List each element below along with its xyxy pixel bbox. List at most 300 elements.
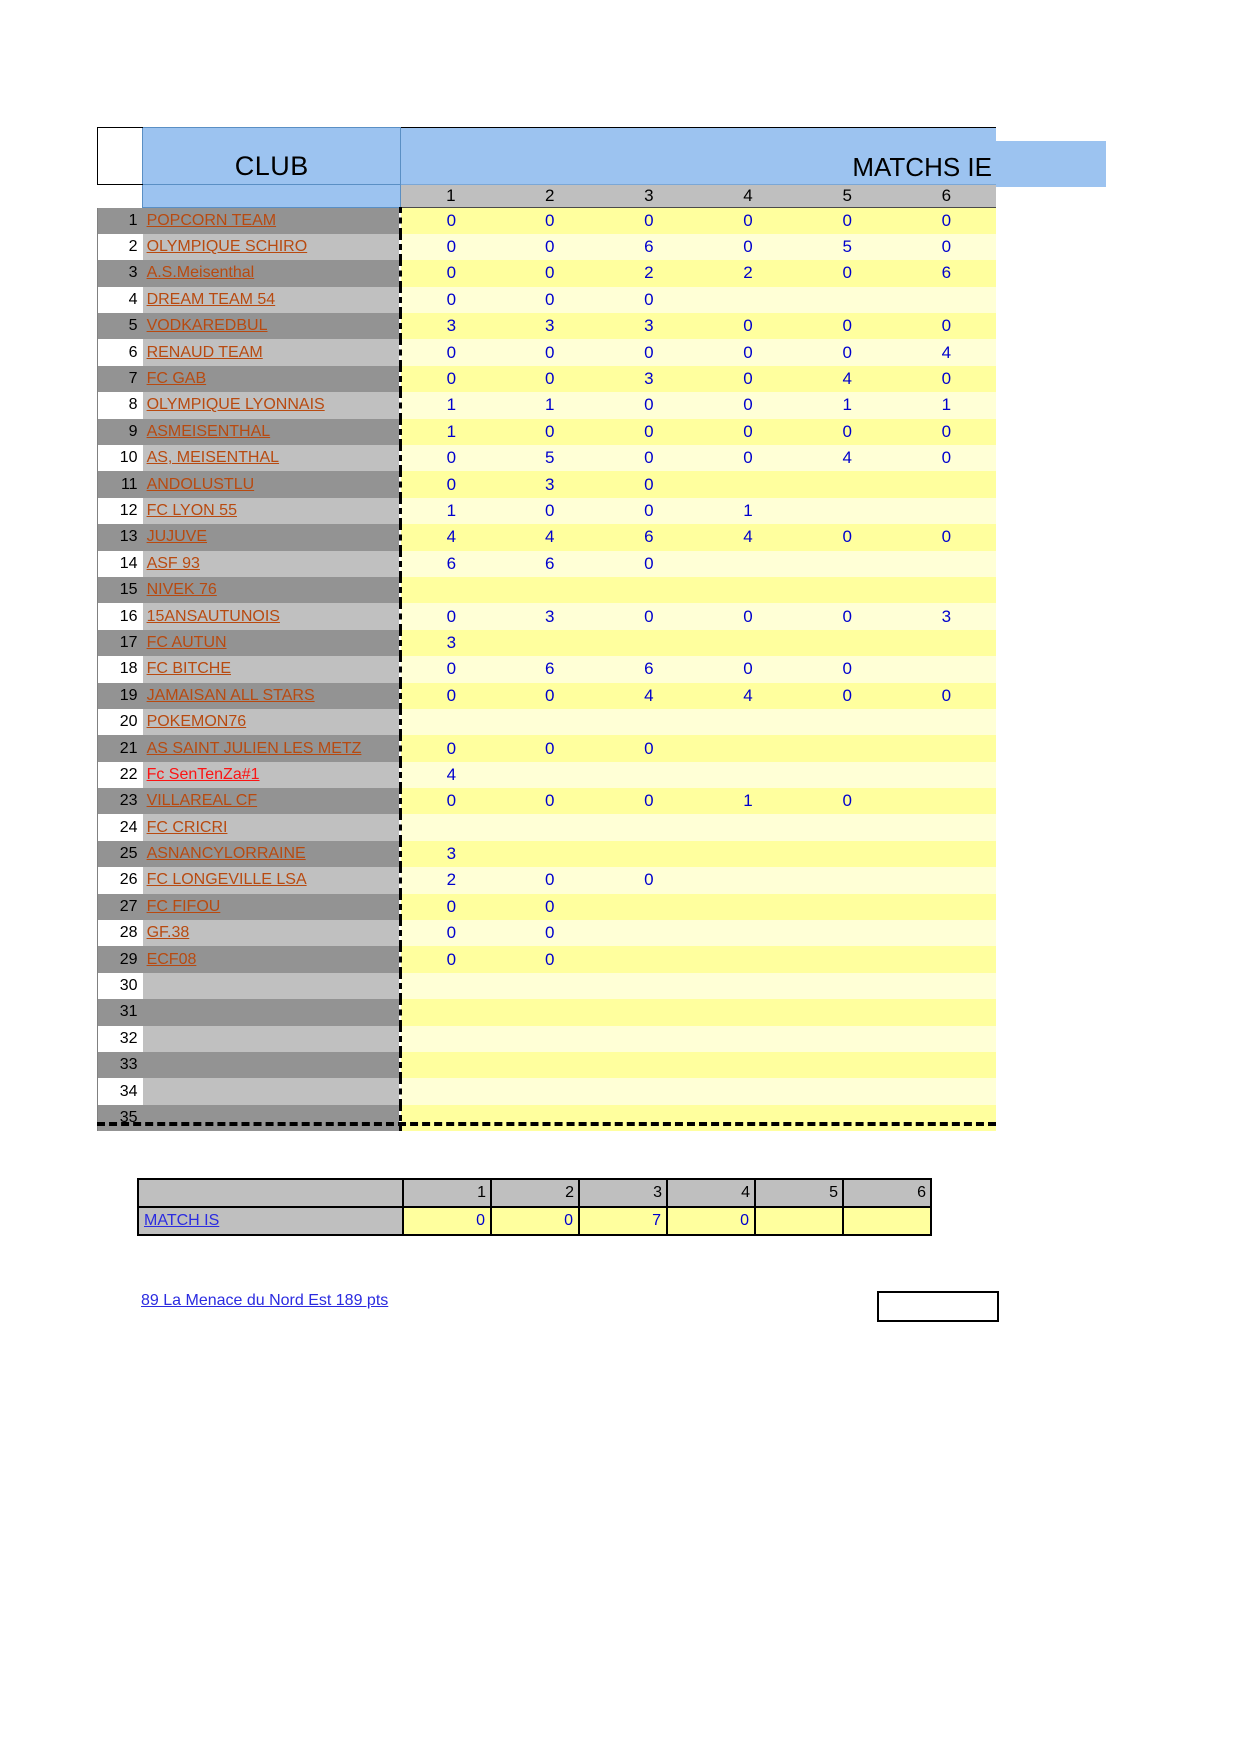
table-row xyxy=(98,630,997,656)
match-value-cell[interactable] xyxy=(897,920,996,946)
match-value-cell[interactable]: 1 xyxy=(401,498,500,524)
match-value-cell[interactable]: 4 xyxy=(897,339,996,365)
summary-value-3[interactable]: 7 xyxy=(579,1207,667,1235)
match-value-cell[interactable]: 0 xyxy=(500,498,599,524)
match-value-cell[interactable] xyxy=(599,577,698,603)
header-matchs-label: MATCHS IE xyxy=(401,128,996,185)
column-header-3[interactable]: 3 xyxy=(599,185,698,208)
match-value-cell[interactable] xyxy=(897,498,996,524)
match-value-cell[interactable]: 0 xyxy=(698,339,797,365)
match-value-cell[interactable] xyxy=(599,894,698,920)
match-value-cell[interactable] xyxy=(798,999,897,1025)
match-value-cell[interactable] xyxy=(798,287,897,313)
club-name-cell[interactable]: 15ANSAUTUNOIS xyxy=(143,603,401,629)
column-header-6[interactable]: 6 xyxy=(897,185,996,208)
match-value-cell[interactable] xyxy=(599,946,698,972)
match-value-cell[interactable]: 0 xyxy=(599,471,698,497)
match-value-cell[interactable] xyxy=(500,709,599,735)
club-name-cell[interactable]: OLYMPIQUE SCHIRO xyxy=(143,234,401,260)
row-index: 18 xyxy=(98,656,143,682)
match-value-cell[interactable] xyxy=(798,841,897,867)
match-value-cell[interactable]: 0 xyxy=(599,287,698,313)
club-name-cell[interactable]: FC AUTUN xyxy=(143,630,401,656)
match-value-cell[interactable]: 0 xyxy=(798,208,897,234)
header-club-label: CLUB xyxy=(143,128,401,185)
match-value-cell[interactable] xyxy=(698,287,797,313)
club-name-cell[interactable]: Fc SenTenZa#1 xyxy=(143,762,401,788)
match-value-cell[interactable]: 0 xyxy=(599,339,698,365)
match-value-cell[interactable] xyxy=(798,814,897,840)
match-value-cell[interactable]: 0 xyxy=(401,656,500,682)
match-value-cell[interactable] xyxy=(698,471,797,497)
match-value-cell[interactable]: 1 xyxy=(500,392,599,418)
match-value-cell[interactable]: 0 xyxy=(599,867,698,893)
table-header xyxy=(98,128,997,208)
match-value-cell[interactable]: 4 xyxy=(599,683,698,709)
match-value-cell[interactable] xyxy=(500,630,599,656)
match-value-cell[interactable]: 3 xyxy=(401,630,500,656)
match-value-cell[interactable] xyxy=(897,1105,996,1131)
match-value-cell[interactable] xyxy=(401,1052,500,1078)
match-value-cell[interactable]: 0 xyxy=(401,445,500,471)
match-value-cell[interactable] xyxy=(698,841,797,867)
summary-corner-cell xyxy=(138,1179,403,1207)
classement-sheet xyxy=(97,127,996,1131)
match-value-cell[interactable]: 0 xyxy=(599,788,698,814)
match-value-cell[interactable]: 6 xyxy=(599,656,698,682)
match-value-cell[interactable]: 0 xyxy=(401,683,500,709)
club-name-cell[interactable] xyxy=(143,1105,401,1131)
match-value-cell[interactable] xyxy=(798,630,897,656)
match-value-cell[interactable]: 0 xyxy=(401,603,500,629)
match-value-cell[interactable] xyxy=(897,814,996,840)
match-value-cell[interactable]: 0 xyxy=(798,419,897,445)
column-header-5[interactable]: 5 xyxy=(798,185,897,208)
club-name-cell[interactable]: FC CRICRI xyxy=(143,814,401,840)
match-value-cell[interactable]: 0 xyxy=(698,603,797,629)
summary-col-header-3: 3 xyxy=(579,1179,667,1207)
column-header-2[interactable]: 2 xyxy=(500,185,599,208)
match-value-cell[interactable] xyxy=(798,946,897,972)
match-value-cell[interactable] xyxy=(897,656,996,682)
table-row xyxy=(98,445,997,471)
match-value-cell[interactable]: 0 xyxy=(698,234,797,260)
club-name-cell[interactable]: VODKAREDBUL xyxy=(143,313,401,339)
match-value-cell[interactable]: 0 xyxy=(500,946,599,972)
match-value-cell[interactable] xyxy=(500,999,599,1025)
match-value-cell[interactable] xyxy=(500,762,599,788)
match-value-cell[interactable]: 6 xyxy=(500,656,599,682)
match-value-cell[interactable] xyxy=(798,498,897,524)
match-value-cell[interactable]: 0 xyxy=(698,445,797,471)
match-value-cell[interactable] xyxy=(897,841,996,867)
match-value-cell[interactable]: 0 xyxy=(500,208,599,234)
summary-value-2[interactable]: 0 xyxy=(491,1207,579,1235)
club-name-cell[interactable]: ASF 93 xyxy=(143,551,401,577)
match-value-cell[interactable] xyxy=(897,471,996,497)
row-index: 33 xyxy=(98,1052,143,1078)
match-value-cell[interactable] xyxy=(698,946,797,972)
match-value-cell[interactable]: 1 xyxy=(698,498,797,524)
table-row xyxy=(98,287,997,313)
club-name-cell[interactable]: POKEMON76 xyxy=(143,709,401,735)
club-name-cell[interactable]: FC LYON 55 xyxy=(143,498,401,524)
match-value-cell[interactable] xyxy=(897,946,996,972)
match-value-cell[interactable] xyxy=(500,1078,599,1104)
match-value-cell[interactable] xyxy=(401,577,500,603)
club-name-cell[interactable]: ASMEISENTHAL xyxy=(143,419,401,445)
match-value-cell[interactable] xyxy=(897,1052,996,1078)
match-value-cell[interactable] xyxy=(401,999,500,1025)
match-value-cell[interactable] xyxy=(698,551,797,577)
match-value-cell[interactable]: 0 xyxy=(500,260,599,286)
match-value-cell[interactable] xyxy=(401,709,500,735)
match-value-cell[interactable]: 0 xyxy=(698,208,797,234)
match-value-cell[interactable]: 0 xyxy=(798,788,897,814)
match-value-cell[interactable] xyxy=(698,1026,797,1052)
match-value-cell[interactable] xyxy=(698,1052,797,1078)
match-value-cell[interactable] xyxy=(798,551,897,577)
match-value-cell[interactable] xyxy=(798,973,897,999)
row-index: 17 xyxy=(98,630,143,656)
club-name-cell[interactable] xyxy=(143,1078,401,1104)
summary-col-header-6: 6 xyxy=(843,1179,931,1207)
match-value-cell[interactable]: 2 xyxy=(401,867,500,893)
match-value-cell[interactable] xyxy=(698,814,797,840)
match-value-cell[interactable] xyxy=(897,788,996,814)
match-value-cell[interactable]: 0 xyxy=(401,920,500,946)
match-value-cell[interactable] xyxy=(798,867,897,893)
row-index: 12 xyxy=(98,498,143,524)
row-index: 27 xyxy=(98,894,143,920)
club-name-cell[interactable]: FC LONGEVILLE LSA xyxy=(143,867,401,893)
match-value-cell[interactable] xyxy=(897,735,996,761)
match-value-cell[interactable]: 1 xyxy=(897,392,996,418)
match-value-cell[interactable] xyxy=(798,920,897,946)
match-value-cell[interactable] xyxy=(698,920,797,946)
classement-table xyxy=(97,127,996,1131)
match-value-cell[interactable] xyxy=(897,287,996,313)
match-value-cell[interactable] xyxy=(897,894,996,920)
match-value-cell[interactable]: 0 xyxy=(401,788,500,814)
match-value-cell[interactable]: 0 xyxy=(798,524,897,550)
match-value-cell[interactable]: 0 xyxy=(599,208,698,234)
club-name-cell[interactable]: JAMAISAN ALL STARS xyxy=(143,683,401,709)
match-value-cell[interactable]: 3 xyxy=(599,313,698,339)
match-value-cell[interactable]: 0 xyxy=(500,234,599,260)
match-value-cell[interactable]: 5 xyxy=(798,234,897,260)
match-value-cell[interactable]: 0 xyxy=(897,234,996,260)
match-value-cell[interactable]: 0 xyxy=(897,683,996,709)
match-value-cell[interactable] xyxy=(500,973,599,999)
match-value-cell[interactable] xyxy=(798,762,897,788)
row-index: 19 xyxy=(98,683,143,709)
column-header-4[interactable]: 4 xyxy=(698,185,797,208)
match-value-cell[interactable]: 0 xyxy=(698,656,797,682)
match-value-cell[interactable] xyxy=(698,894,797,920)
match-value-cell[interactable]: 0 xyxy=(798,683,897,709)
match-value-cell[interactable] xyxy=(599,814,698,840)
match-value-cell[interactable] xyxy=(698,867,797,893)
match-value-cell[interactable]: 0 xyxy=(698,392,797,418)
row-index: 30 xyxy=(98,973,143,999)
match-value-cell[interactable]: 0 xyxy=(798,656,897,682)
row-index: 22 xyxy=(98,762,143,788)
summary-header-row xyxy=(138,1179,931,1207)
match-value-cell[interactable]: 3 xyxy=(897,603,996,629)
table-row xyxy=(98,260,997,286)
match-value-cell[interactable]: 5 xyxy=(500,445,599,471)
table-row xyxy=(98,1026,997,1052)
match-value-cell[interactable]: 4 xyxy=(401,762,500,788)
match-value-cell[interactable]: 2 xyxy=(698,260,797,286)
match-value-cell[interactable]: 0 xyxy=(897,208,996,234)
match-value-cell[interactable] xyxy=(500,1052,599,1078)
row-index: 21 xyxy=(98,735,143,761)
match-value-cell[interactable]: 0 xyxy=(401,735,500,761)
match-value-cell[interactable]: 0 xyxy=(401,946,500,972)
match-value-cell[interactable] xyxy=(500,814,599,840)
match-value-cell[interactable] xyxy=(599,762,698,788)
match-value-cell[interactable] xyxy=(401,814,500,840)
summary-value-1[interactable]: 0 xyxy=(403,1207,491,1235)
club-name-cell[interactable]: ASNANCYLORRAINE xyxy=(143,841,401,867)
match-value-cell[interactable]: 0 xyxy=(401,234,500,260)
match-value-cell[interactable] xyxy=(401,1078,500,1104)
matchs-banner-overflow xyxy=(996,141,1106,187)
match-value-cell[interactable] xyxy=(599,1052,698,1078)
match-value-cell[interactable] xyxy=(897,577,996,603)
match-value-cell[interactable] xyxy=(698,1078,797,1104)
club-name-cell[interactable] xyxy=(143,999,401,1025)
match-value-cell[interactable] xyxy=(401,1026,500,1052)
match-value-cell[interactable] xyxy=(599,920,698,946)
match-value-cell[interactable]: 0 xyxy=(401,287,500,313)
match-value-cell[interactable]: 0 xyxy=(599,551,698,577)
club-name-cell[interactable] xyxy=(143,1026,401,1052)
match-value-cell[interactable]: 1 xyxy=(401,419,500,445)
match-value-cell[interactable] xyxy=(798,577,897,603)
match-value-cell[interactable]: 0 xyxy=(798,339,897,365)
match-value-cell[interactable]: 6 xyxy=(599,524,698,550)
club-name-cell[interactable]: FC FIFOU xyxy=(143,894,401,920)
club-name-cell[interactable]: DREAM TEAM 54 xyxy=(143,287,401,313)
table-row xyxy=(98,234,997,260)
match-value-cell[interactable]: 0 xyxy=(500,788,599,814)
match-value-cell[interactable] xyxy=(897,630,996,656)
match-value-cell[interactable]: 0 xyxy=(401,894,500,920)
club-name-cell[interactable] xyxy=(143,973,401,999)
match-value-cell[interactable] xyxy=(798,1052,897,1078)
match-value-cell[interactable]: 3 xyxy=(401,313,500,339)
match-value-cell[interactable]: 1 xyxy=(698,788,797,814)
match-value-cell[interactable]: 4 xyxy=(401,524,500,550)
match-value-cell[interactable]: 0 xyxy=(599,603,698,629)
match-value-cell[interactable]: 0 xyxy=(401,260,500,286)
match-value-cell[interactable]: 0 xyxy=(698,366,797,392)
row-index: 32 xyxy=(98,1026,143,1052)
match-value-cell[interactable] xyxy=(798,471,897,497)
club-name-cell[interactable]: ANDOLUSTLU xyxy=(143,471,401,497)
club-name-cell[interactable]: FC GAB xyxy=(143,366,401,392)
match-value-cell[interactable]: 0 xyxy=(599,419,698,445)
match-value-cell[interactable]: 0 xyxy=(500,287,599,313)
club-name-cell[interactable]: A.S.Meisenthal xyxy=(143,260,401,286)
match-value-cell[interactable]: 0 xyxy=(500,920,599,946)
match-value-cell[interactable] xyxy=(897,973,996,999)
table-row xyxy=(98,867,997,893)
match-value-cell[interactable]: 0 xyxy=(500,867,599,893)
match-value-cell[interactable]: 0 xyxy=(798,313,897,339)
match-value-cell[interactable] xyxy=(698,577,797,603)
header-column-numbers xyxy=(98,185,997,208)
match-value-cell[interactable]: 3 xyxy=(500,471,599,497)
match-value-cell[interactable] xyxy=(698,735,797,761)
match-value-cell[interactable]: 0 xyxy=(500,339,599,365)
match-value-cell[interactable] xyxy=(897,1026,996,1052)
match-value-cell[interactable]: 0 xyxy=(897,313,996,339)
match-value-cell[interactable]: 1 xyxy=(798,392,897,418)
club-name-cell[interactable]: NIVEK 76 xyxy=(143,577,401,603)
match-value-cell[interactable] xyxy=(698,973,797,999)
column-header-1[interactable]: 1 xyxy=(401,185,500,208)
match-value-cell[interactable] xyxy=(798,894,897,920)
match-value-cell[interactable] xyxy=(500,1026,599,1052)
match-value-cell[interactable]: 0 xyxy=(401,339,500,365)
match-value-cell[interactable]: 6 xyxy=(897,260,996,286)
match-value-cell[interactable] xyxy=(599,1026,698,1052)
table-body xyxy=(98,208,997,1132)
match-value-cell[interactable]: 4 xyxy=(500,524,599,550)
club-name-cell[interactable]: AS, MEISENTHAL xyxy=(143,445,401,471)
match-value-cell[interactable] xyxy=(698,709,797,735)
match-value-cell[interactable]: 6 xyxy=(500,551,599,577)
match-value-cell[interactable] xyxy=(698,1105,797,1131)
club-name-cell[interactable]: RENAUD TEAM xyxy=(143,339,401,365)
match-value-cell[interactable]: 0 xyxy=(500,366,599,392)
match-value-cell[interactable] xyxy=(897,709,996,735)
match-value-cell[interactable]: 0 xyxy=(500,894,599,920)
match-value-cell[interactable] xyxy=(500,841,599,867)
match-value-cell[interactable]: 3 xyxy=(401,841,500,867)
match-value-cell[interactable]: 0 xyxy=(599,498,698,524)
table-row xyxy=(98,656,997,682)
club-name-cell[interactable]: GF.38 xyxy=(143,920,401,946)
match-value-cell[interactable]: 4 xyxy=(698,524,797,550)
match-value-cell[interactable]: 0 xyxy=(500,735,599,761)
match-value-cell[interactable] xyxy=(798,1026,897,1052)
summary-value-5[interactable] xyxy=(755,1207,843,1235)
match-value-cell[interactable]: 3 xyxy=(500,313,599,339)
match-value-cell[interactable]: 3 xyxy=(599,366,698,392)
club-name-cell[interactable]: AS SAINT JULIEN LES METZ xyxy=(143,735,401,761)
match-value-cell[interactable]: 0 xyxy=(401,208,500,234)
footer-note-link[interactable]: 89 La Menace du Nord Est 189 pts xyxy=(141,1292,389,1309)
match-value-cell[interactable]: 4 xyxy=(798,366,897,392)
row-index: 23 xyxy=(98,788,143,814)
header-corner-cell xyxy=(98,128,143,185)
match-value-cell[interactable] xyxy=(401,973,500,999)
match-value-cell[interactable] xyxy=(798,1105,897,1131)
match-value-cell[interactable]: 2 xyxy=(599,260,698,286)
match-value-cell[interactable] xyxy=(798,735,897,761)
match-value-cell[interactable] xyxy=(599,1078,698,1104)
match-value-cell[interactable] xyxy=(897,551,996,577)
match-value-cell[interactable] xyxy=(698,762,797,788)
match-value-cell[interactable] xyxy=(897,999,996,1025)
match-value-cell[interactable]: 6 xyxy=(599,234,698,260)
match-value-cell[interactable] xyxy=(897,762,996,788)
match-value-cell[interactable]: 0 xyxy=(897,445,996,471)
match-value-cell[interactable] xyxy=(798,1078,897,1104)
match-value-cell[interactable]: 0 xyxy=(500,419,599,445)
club-name-cell[interactable]: FC BITCHE xyxy=(143,656,401,682)
match-value-cell[interactable]: 0 xyxy=(599,445,698,471)
match-value-cell[interactable]: 0 xyxy=(798,260,897,286)
match-value-cell[interactable] xyxy=(897,867,996,893)
match-value-cell[interactable] xyxy=(698,999,797,1025)
match-value-cell[interactable]: 0 xyxy=(698,313,797,339)
match-value-cell[interactable]: 0 xyxy=(897,419,996,445)
club-name-cell[interactable]: JUJUVE xyxy=(143,524,401,550)
match-value-cell[interactable]: 0 xyxy=(401,366,500,392)
club-name-cell[interactable] xyxy=(143,1052,401,1078)
row-index: 11 xyxy=(98,471,143,497)
club-name-cell[interactable]: OLYMPIQUE LYONNAIS xyxy=(143,392,401,418)
match-value-cell[interactable]: 0 xyxy=(798,603,897,629)
match-value-cell[interactable]: 0 xyxy=(897,524,996,550)
club-name-cell[interactable]: POPCORN TEAM xyxy=(143,208,401,234)
match-value-cell[interactable] xyxy=(798,709,897,735)
match-value-cell[interactable] xyxy=(599,630,698,656)
match-value-cell[interactable] xyxy=(698,630,797,656)
row-index: 2 xyxy=(98,234,143,260)
match-value-cell[interactable]: 0 xyxy=(897,366,996,392)
table-row xyxy=(98,1105,997,1131)
match-value-cell[interactable]: 4 xyxy=(798,445,897,471)
match-value-cell[interactable] xyxy=(500,577,599,603)
match-value-cell[interactable]: 6 xyxy=(401,551,500,577)
match-value-cell[interactable]: 0 xyxy=(599,392,698,418)
match-value-cell[interactable]: 0 xyxy=(401,471,500,497)
match-value-cell[interactable] xyxy=(401,1105,500,1131)
match-value-cell[interactable] xyxy=(599,841,698,867)
table-row xyxy=(98,762,997,788)
club-name-cell[interactable]: VILLAREAL CF xyxy=(143,788,401,814)
table-row xyxy=(98,208,997,234)
match-value-cell[interactable]: 3 xyxy=(500,603,599,629)
match-value-cell[interactable]: 0 xyxy=(698,419,797,445)
club-name-cell[interactable]: ECF08 xyxy=(143,946,401,972)
match-value-cell[interactable] xyxy=(500,1105,599,1131)
match-value-cell[interactable]: 4 xyxy=(698,683,797,709)
match-value-cell[interactable] xyxy=(599,1105,698,1131)
table-row xyxy=(98,366,997,392)
match-value-cell[interactable] xyxy=(599,973,698,999)
match-value-cell[interactable] xyxy=(599,999,698,1025)
match-value-cell[interactable]: 0 xyxy=(500,683,599,709)
summary-value-6[interactable] xyxy=(843,1207,931,1235)
footer-empty-box[interactable] xyxy=(877,1291,999,1322)
match-value-cell[interactable]: 1 xyxy=(401,392,500,418)
summary-value-4[interactable]: 0 xyxy=(667,1207,755,1235)
match-value-cell[interactable]: 0 xyxy=(599,735,698,761)
match-value-cell[interactable] xyxy=(599,709,698,735)
row-index: 34 xyxy=(98,1078,143,1104)
match-value-cell[interactable] xyxy=(897,1078,996,1104)
table-row xyxy=(98,973,997,999)
summary-row-label[interactable]: MATCH IS xyxy=(138,1207,403,1235)
